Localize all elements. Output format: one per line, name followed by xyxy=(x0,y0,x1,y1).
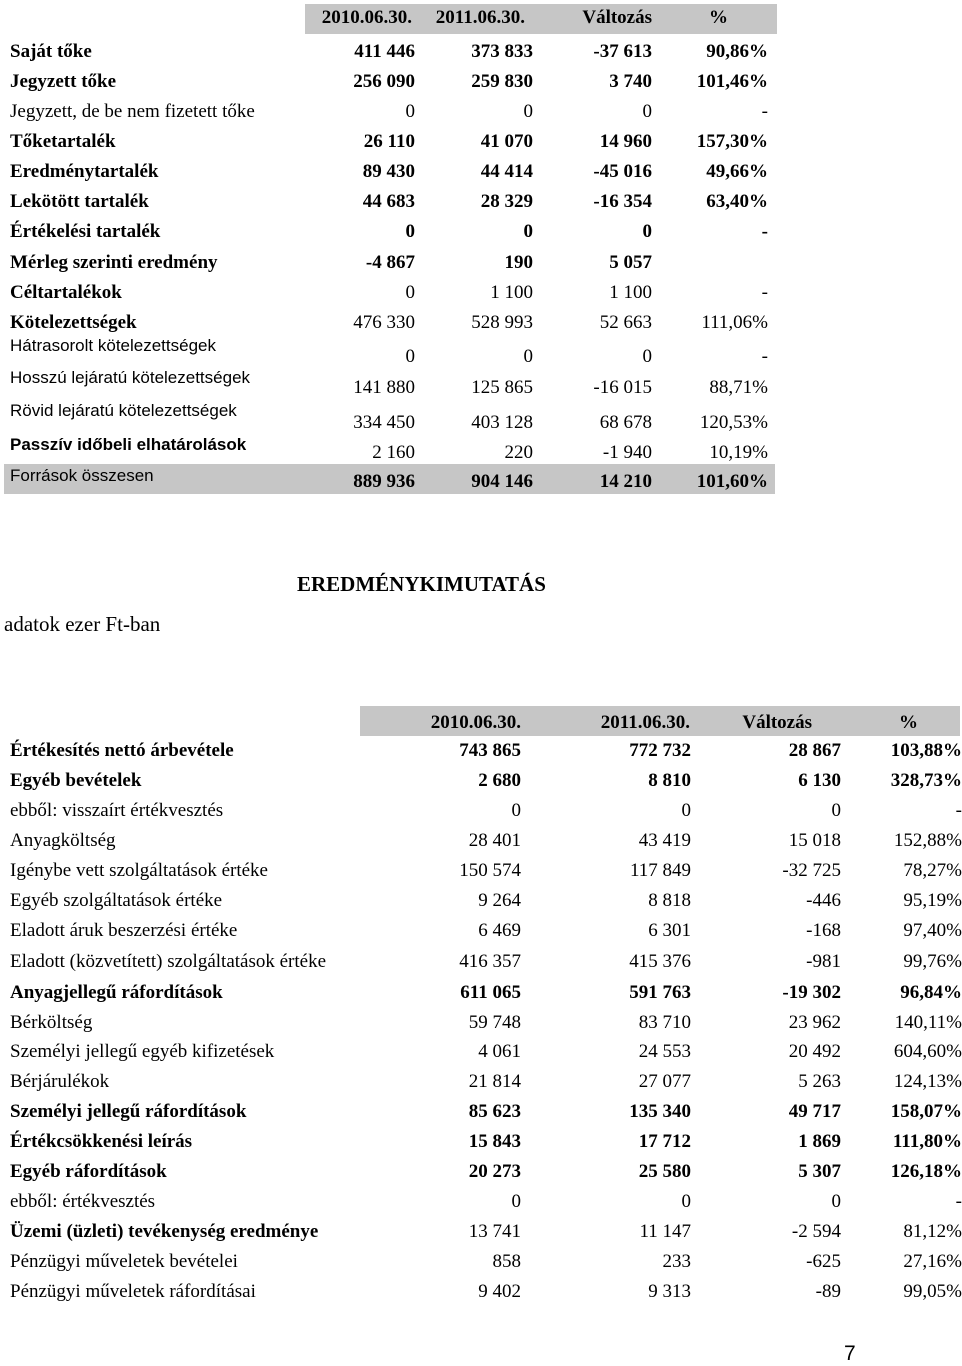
income-row xyxy=(0,1071,960,1099)
income-cell: 11 147 xyxy=(639,1221,691,1242)
income-row xyxy=(0,1251,960,1279)
balance-cell: 41 070 xyxy=(480,131,533,152)
income-cell: 611 065 xyxy=(460,982,521,1003)
balance-cell: 0 xyxy=(523,101,533,122)
balance-header-col3: Változás xyxy=(582,7,652,28)
balance-cell: -16 354 xyxy=(593,191,652,212)
income-row xyxy=(0,830,960,858)
balance-cell: 220 xyxy=(504,442,533,463)
balance-cell: 63,40% xyxy=(706,191,768,212)
income-cell: 124,13% xyxy=(893,1071,962,1092)
income-cell: -32 725 xyxy=(782,860,841,881)
income-cell: 233 xyxy=(662,1251,691,1272)
balance-header-col4: % xyxy=(709,7,728,28)
income-row-label: Értékcsökkenési leírás xyxy=(10,1131,193,1152)
income-cell: 9 264 xyxy=(478,890,521,911)
balance-row-label: Céltartalékok xyxy=(10,282,122,303)
income-cell: 17 712 xyxy=(638,1131,691,1152)
income-cell: 5 307 xyxy=(798,1161,841,1182)
income-cell: 95,19% xyxy=(903,890,962,911)
income-row-label: ebből: visszaírt értékvesztés xyxy=(10,800,224,821)
balance-header-col1: 2010.06.30. xyxy=(321,7,412,28)
balance-header-col2: 2011.06.30. xyxy=(435,7,525,28)
income-row xyxy=(0,890,960,918)
balance-cell: -45 016 xyxy=(593,161,652,182)
balance-row-label: Eredménytartalék xyxy=(10,161,159,182)
balance-cell: 190 xyxy=(504,252,533,273)
balance-row-label: Hosszú lejáratú kötelezettségek xyxy=(10,368,251,387)
income-row xyxy=(0,1161,960,1189)
income-row-label: Igénybe vett szolgáltatások értéke xyxy=(10,860,268,881)
balance-cell: 889 936 xyxy=(353,471,415,492)
income-cell: 27,16% xyxy=(903,1251,962,1272)
income-row xyxy=(0,1101,960,1129)
balance-cell: 2 160 xyxy=(372,442,415,463)
income-row xyxy=(0,1281,960,1309)
balance-cell: 26 110 xyxy=(363,131,415,152)
income-row-label: Bérjárulékok xyxy=(10,1071,110,1092)
income-row xyxy=(0,920,960,948)
income-cell: 24 553 xyxy=(638,1041,691,1062)
income-cell: 0 xyxy=(511,800,521,821)
income-row xyxy=(0,770,960,798)
balance-cell: 256 090 xyxy=(353,71,415,92)
balance-cell: - xyxy=(761,101,768,122)
balance-cell: 904 146 xyxy=(471,471,533,492)
income-cell: 25 580 xyxy=(638,1161,691,1182)
income-row xyxy=(0,951,960,979)
income-cell: 152,88% xyxy=(893,830,962,851)
income-cell: 158,07% xyxy=(890,1101,962,1122)
income-cell: 0 xyxy=(681,800,691,821)
balance-cell: 5 057 xyxy=(609,252,652,273)
balance-cell: 1 100 xyxy=(609,282,652,303)
income-row-label: Eladott áruk beszerzési értéke xyxy=(10,920,238,941)
balance-cell: 28 329 xyxy=(480,191,533,212)
income-row xyxy=(0,800,960,828)
balance-row xyxy=(0,131,960,159)
income-cell: 2 680 xyxy=(478,770,521,791)
income-cell: 28 401 xyxy=(468,830,521,851)
balance-cell: 0 xyxy=(523,346,533,367)
income-row-label: Értékesítés nettó árbevétele xyxy=(10,740,234,761)
balance-cell: 44 414 xyxy=(480,161,533,182)
income-row-label: Eladott (közvetített) szolgáltatások értéke xyxy=(10,951,327,972)
income-row-label: Anyagjellegű ráfordítások xyxy=(10,982,223,1003)
income-row-label: Személyi jellegű egyéb kifizetések xyxy=(10,1041,275,1062)
balance-cell: 125 865 xyxy=(471,377,533,398)
balance-row-label: Mérleg szerinti eredmény xyxy=(10,252,218,273)
income-cell: -625 xyxy=(806,1251,841,1272)
balance-row-label: Rövid lejáratú kötelezettségek xyxy=(10,401,237,420)
income-cell: 20 273 xyxy=(468,1161,521,1182)
balance-cell: 0 xyxy=(642,101,652,122)
income-row xyxy=(0,982,960,1010)
balance-row xyxy=(0,71,960,99)
income-cell: 83 710 xyxy=(638,1012,691,1033)
income-cell: 97,40% xyxy=(903,920,962,941)
income-cell: 9 313 xyxy=(648,1281,691,1302)
income-row xyxy=(0,1041,960,1069)
income-cell: -89 xyxy=(815,1281,841,1302)
income-cell: 743 865 xyxy=(459,740,521,761)
income-cell: 591 763 xyxy=(629,982,691,1003)
income-cell: - xyxy=(955,1191,962,1212)
income-cell: -19 302 xyxy=(782,982,841,1003)
income-cell: 111,80% xyxy=(892,1131,962,1152)
balance-cell: - xyxy=(761,221,768,242)
balance-cell: 111,06% xyxy=(701,312,768,333)
income-header-col4: % xyxy=(899,712,918,733)
income-cell: 23 962 xyxy=(788,1012,841,1033)
income-row-label: Pénzügyi műveletek ráfordításai xyxy=(10,1281,256,1302)
balance-cell: 101,60% xyxy=(696,471,768,492)
income-row xyxy=(0,740,960,768)
balance-row xyxy=(0,101,960,129)
balance-cell: 3 740 xyxy=(609,71,652,92)
balance-cell: 411 446 xyxy=(354,41,415,62)
income-cell: 13 741 xyxy=(468,1221,521,1242)
income-cell: 27 077 xyxy=(638,1071,691,1092)
balance-row-label: Jegyzett tőke xyxy=(10,71,117,92)
balance-row xyxy=(0,161,960,189)
income-cell: 604,60% xyxy=(893,1041,962,1062)
income-row-label: Bérköltség xyxy=(10,1012,93,1033)
balance-cell: - xyxy=(761,282,768,303)
balance-cell: 476 330 xyxy=(353,312,415,333)
balance-row xyxy=(0,282,960,310)
balance-cell: 0 xyxy=(405,346,415,367)
balance-cell: - xyxy=(761,346,768,367)
income-header-col1: 2010.06.30. xyxy=(430,712,521,733)
income-cell: 772 732 xyxy=(629,740,691,761)
income-row-label: Egyéb bevételek xyxy=(10,770,142,791)
balance-cell: 403 128 xyxy=(471,412,533,433)
balance-row xyxy=(0,41,960,69)
income-cell: 21 814 xyxy=(468,1071,521,1092)
income-cell: 85 623 xyxy=(468,1101,521,1122)
balance-cell: 49,66% xyxy=(706,161,768,182)
income-cell: 415 376 xyxy=(629,951,691,972)
income-cell: 99,76% xyxy=(903,951,962,972)
balance-cell: -4 867 xyxy=(365,252,415,273)
income-cell: 96,84% xyxy=(900,982,962,1003)
balance-cell: -37 613 xyxy=(593,41,652,62)
balance-cell: 120,53% xyxy=(699,412,768,433)
income-cell: 140,11% xyxy=(894,1012,962,1033)
income-cell: 858 xyxy=(492,1251,521,1272)
income-cell: 6 130 xyxy=(798,770,841,791)
income-cell: 8 818 xyxy=(648,890,691,911)
balance-total-row xyxy=(4,464,775,494)
income-cell: 0 xyxy=(831,1191,841,1212)
income-cell: 15 018 xyxy=(788,830,841,851)
balance-row xyxy=(0,252,960,280)
income-cell: -2 594 xyxy=(791,1221,841,1242)
balance-cell: -16 015 xyxy=(593,377,652,398)
income-row-label: Egyéb szolgáltatások értéke xyxy=(10,890,223,911)
balance-cell: 14 960 xyxy=(599,131,652,152)
income-cell: 0 xyxy=(831,800,841,821)
balance-cell: 101,46% xyxy=(696,71,768,92)
income-cell: - xyxy=(955,800,962,821)
balance-cell: 0 xyxy=(405,101,415,122)
income-cell: 126,18% xyxy=(890,1161,962,1182)
balance-cell: 44 683 xyxy=(362,191,415,212)
income-cell: 0 xyxy=(511,1191,521,1212)
income-row-label: Pénzügyi műveletek bevételei xyxy=(10,1251,238,1272)
page-number: 7 xyxy=(844,1342,856,1365)
income-cell: 78,27% xyxy=(903,860,962,881)
balance-cell: 14 210 xyxy=(599,471,652,492)
balance-row-label: Források összesen xyxy=(10,466,154,485)
income-row xyxy=(0,1012,960,1040)
income-row xyxy=(0,1191,960,1219)
balance-cell: 68 678 xyxy=(599,412,652,433)
income-cell: 150 574 xyxy=(459,860,521,881)
balance-row xyxy=(0,221,960,249)
income-cell: 28 867 xyxy=(788,740,841,761)
income-cell: 9 402 xyxy=(478,1281,521,1302)
balance-cell: -1 940 xyxy=(602,442,652,463)
balance-row-label: Kötelezettségek xyxy=(10,312,137,333)
income-cell: 1 869 xyxy=(798,1131,841,1152)
income-header-col3: Változás xyxy=(742,712,812,733)
income-cell: -446 xyxy=(806,890,841,911)
balance-row-label: Értékelési tartalék xyxy=(10,221,161,242)
income-cell: 8 810 xyxy=(648,770,691,791)
balance-cell: 1 100 xyxy=(490,282,533,303)
income-cell: -168 xyxy=(806,920,841,941)
income-cell: 99,05% xyxy=(903,1281,962,1302)
balance-cell: 89 430 xyxy=(362,161,415,182)
balance-cell: 157,30% xyxy=(696,131,768,152)
balance-cell: 0 xyxy=(642,221,652,242)
income-cell: 6 469 xyxy=(478,920,521,941)
balance-cell: 259 830 xyxy=(471,71,533,92)
income-row-label: Személyi jellegű ráfordítások xyxy=(10,1101,247,1122)
income-cell: 6 301 xyxy=(648,920,691,941)
income-cell: 0 xyxy=(681,1191,691,1212)
income-cell: 43 419 xyxy=(638,830,691,851)
balance-row-label: Passzív időbeli elhatárolások xyxy=(10,435,247,454)
income-cell: 49 717 xyxy=(788,1101,841,1122)
balance-cell: 0 xyxy=(405,221,415,242)
balance-cell: 90,86% xyxy=(706,41,768,62)
balance-row-label: Lekötött tartalék xyxy=(10,191,149,212)
income-row-label: Anyagköltség xyxy=(10,830,116,851)
income-row-label: ebből: értékvesztés xyxy=(10,1191,156,1212)
balance-cell: 141 880 xyxy=(353,377,415,398)
balance-cell: 0 xyxy=(642,346,652,367)
income-cell: 20 492 xyxy=(788,1041,841,1062)
balance-row-label: Saját tőke xyxy=(10,41,92,62)
income-row xyxy=(0,1221,960,1249)
income-cell: 81,12% xyxy=(903,1221,962,1242)
income-cell: 59 748 xyxy=(468,1012,521,1033)
income-cell: 135 340 xyxy=(629,1101,691,1122)
income-cell: 5 263 xyxy=(798,1071,841,1092)
balance-cell: 88,71% xyxy=(709,377,768,398)
income-title: EREDMÉNYKIMUTATÁS xyxy=(297,572,546,596)
income-row-label: Üzemi (üzleti) tevékenység eredménye xyxy=(10,1221,319,1242)
balance-cell: 334 450 xyxy=(353,412,415,433)
balance-cell: 0 xyxy=(523,221,533,242)
income-header-col2: 2011.06.30. xyxy=(600,712,690,733)
income-cell: 4 061 xyxy=(478,1041,521,1062)
balance-row-label: Hátrasorolt kötelezettségek xyxy=(10,336,216,355)
balance-cell: 52 663 xyxy=(599,312,652,333)
income-row xyxy=(0,860,960,888)
unit-note: adatok ezer Ft-ban xyxy=(4,612,161,636)
balance-row xyxy=(0,191,960,219)
income-cell: 117 849 xyxy=(629,860,691,881)
balance-row-label: Tőketartalék xyxy=(10,131,116,152)
income-cell: 328,73% xyxy=(890,770,962,791)
balance-cell: 528 993 xyxy=(471,312,533,333)
income-cell: -981 xyxy=(806,951,841,972)
balance-cell: 10,19% xyxy=(709,442,768,463)
balance-row-label: Jegyzett, de be nem fizetett tőke xyxy=(10,101,255,122)
income-cell: 416 357 xyxy=(459,951,521,972)
income-row-label: Egyéb ráfordítások xyxy=(10,1161,167,1182)
income-cell: 103,88% xyxy=(890,740,962,761)
income-cell: 15 843 xyxy=(468,1131,521,1152)
income-row xyxy=(0,1131,960,1159)
balance-cell: 0 xyxy=(405,282,415,303)
balance-cell: 373 833 xyxy=(471,41,533,62)
